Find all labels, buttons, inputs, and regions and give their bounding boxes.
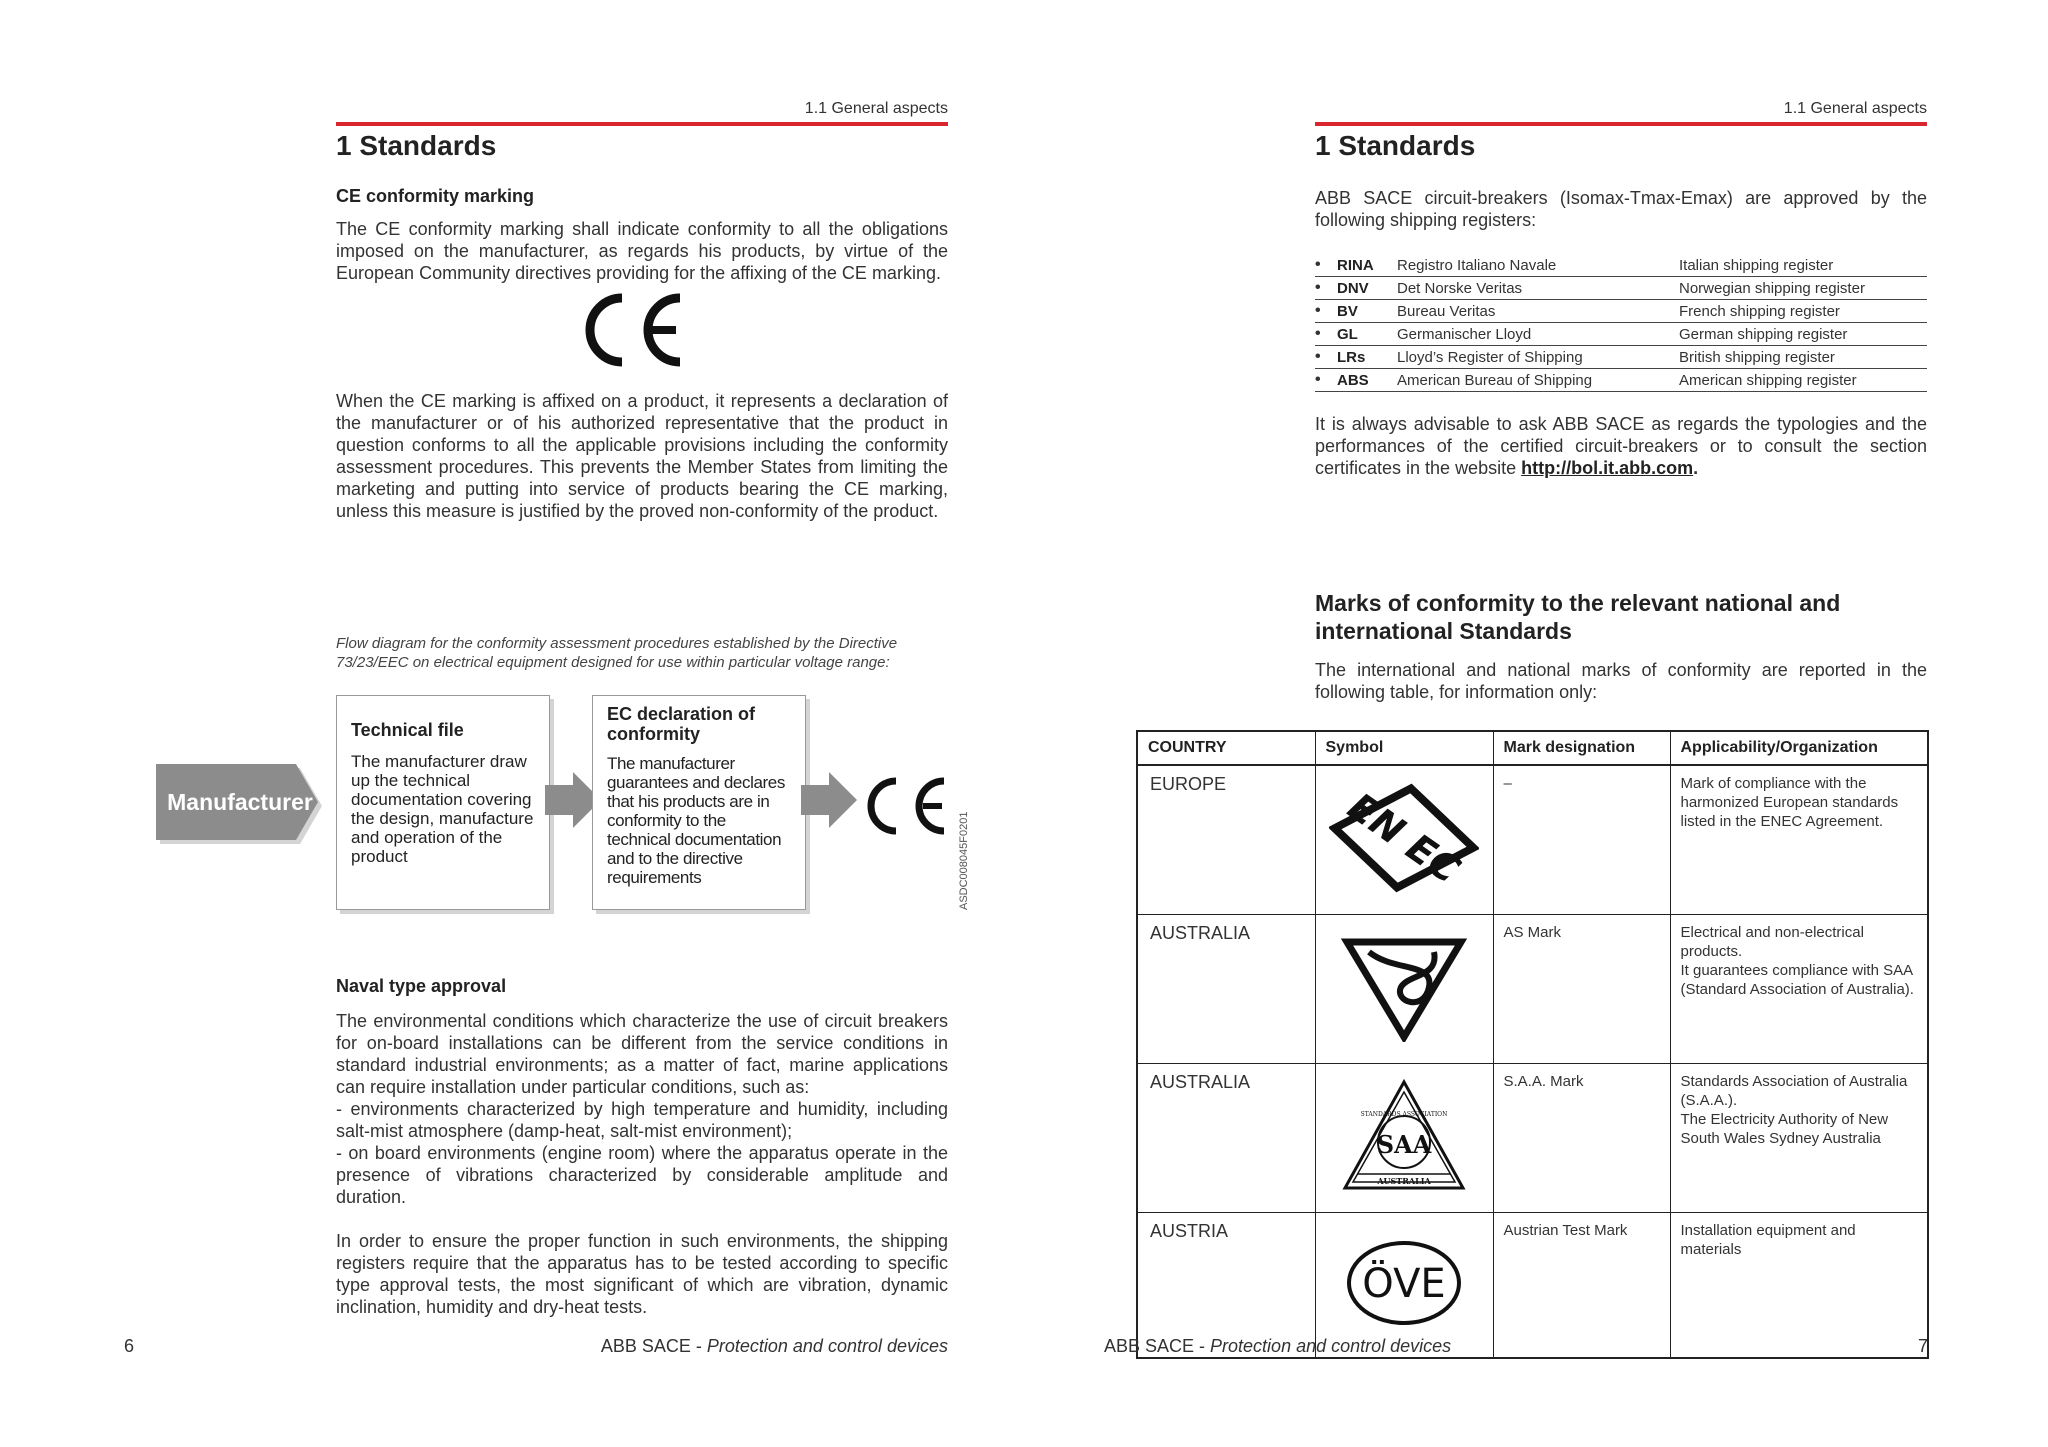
diagram-code: ASDC008045F0201 (958, 811, 970, 910)
technical-file-box (336, 695, 550, 910)
register-abbr: ABS (1337, 371, 1369, 389)
designation-cell: S.A.A. Mark (1493, 1064, 1670, 1213)
register-desc: Norwegian shipping register (1679, 279, 1865, 297)
column-header: Applicability/Organization (1670, 731, 1928, 765)
left-running-head: 1.1 General aspects (804, 100, 948, 117)
left-footer-brand: ABB SACE - (600, 1336, 707, 1356)
saa-mark-bottom-text: AUSTRALIA (1377, 1175, 1431, 1186)
ce-heading: CE conformity marking (336, 186, 535, 206)
list-item (1315, 369, 1927, 392)
list-item (1315, 323, 1927, 346)
technical-file-title: Technical file (351, 720, 464, 740)
ec-declaration-text: The manufacturer guarantees and declares that his products are in conformity to the technical documentation and to the directive requirements (607, 754, 785, 887)
column-header: Mark designation (1493, 731, 1670, 765)
table-row (1137, 765, 1928, 915)
left-footer-title: Protection and control devices (706, 1336, 948, 1356)
left-footer (500, 1336, 948, 1357)
column-header: Symbol (1315, 731, 1493, 765)
table-row (1137, 915, 1928, 1064)
country-cell: EUROPE (1137, 765, 1315, 915)
saa-mark-ring-text: STANDARDS ASSOCIATION (1360, 1110, 1448, 1118)
naval-paragraph-1: The environmental conditions which characterize the use of circuit breakers for on-board installations can be different from the service conditions in standard industrial environments; as a matter of fact, marine applications can require installation under particular conditions, such as: (336, 1011, 948, 1097)
applicability-cell: Standards Association of Australia (S.A.A.). The Electricity Authority of New South Wales Sydney Australia (1670, 1064, 1928, 1213)
right-page-title: 1 Standards (1315, 130, 1476, 161)
enec-mark-text: EN EC (1340, 783, 1468, 892)
bullet-icon: • (1315, 371, 1321, 388)
right-running-head: 1.1 General aspects (1783, 100, 1927, 117)
register-desc: American shipping register (1679, 371, 1857, 389)
ec-declaration-box (592, 695, 806, 910)
left-header-rule (336, 122, 948, 126)
country-cell: AUSTRALIA (1137, 915, 1315, 1064)
applicability-cell: Mark of compliance with the harmonized European standards listed in the ENEC Agreement. (1670, 765, 1928, 915)
register-desc: Italian shipping register (1679, 256, 1834, 274)
register-name: Registro Italiano Navale (1397, 256, 1557, 274)
ce-paragraph-1: The CE conformity marking shall indicate conformity to all the obligations imposed on the manufacturer, as regards his products, by virtue of the European Community directives providing for the affixing of the CE marking. (336, 219, 948, 283)
bullet-icon: • (1315, 256, 1321, 273)
flow-caption: Flow diagram for the conformity assessment procedures established by the Directive 73/23/EEC on electrical equipment designed for use within particular voltage range: (336, 635, 898, 671)
bullet-icon: • (1315, 348, 1321, 365)
ce-paragraph-2: When the CE marking is affixed on a product, it represents a declaration of the manufacturer or of his authorized representative that the product in question conforms to all the applicable provisions including the conformity assessment procedures. This prevents the Member States from limiting the marketing and putting into service of products bearing the CE marking, unless this measure is justified by the proved non-conformity of the product. (336, 391, 948, 521)
register-name: Lloyd’s Register of Shipping (1397, 348, 1583, 366)
list-item (1315, 346, 1927, 369)
symbol-cell (1315, 1064, 1493, 1213)
website-link[interactable]: http://bol.it.abb.com (1521, 458, 1694, 478)
column-header: COUNTRY (1137, 731, 1315, 765)
ec-declaration-title: EC declaration of conformity (607, 704, 756, 744)
list-item (1315, 254, 1927, 277)
naval-bullet-2: - on board environments (engine room) where the apparatus operate in the presence of vibrations characterized by considerable amplitude and duration. (336, 1143, 948, 1207)
registers-list (1315, 254, 1927, 392)
designation-cell: Austrian Test Mark (1493, 1213, 1670, 1359)
register-abbr: RINA (1337, 256, 1374, 274)
naval-bullet-1: - environments characterized by high temperature and humidity, including salt-mist atmosphere (damp-heat, salt-mist environment); (336, 1099, 948, 1141)
register-desc: British shipping register (1679, 348, 1835, 366)
advice-end: . (1693, 458, 1699, 478)
marks-intro: The international and national marks of conformity are reported in the following table, for information only: (1315, 660, 1927, 702)
designation-cell: AS Mark (1493, 915, 1670, 1064)
country-cell: AUSTRIA (1137, 1213, 1315, 1359)
technical-file-text: The manufacturer draw up the technical documentation covering the design, manufacture and operation of the product (351, 752, 534, 866)
manufacturer-label: Manufacturer (167, 788, 313, 815)
manufacturer-arrow (156, 762, 326, 851)
marks-table (1136, 730, 1929, 1359)
applicability-cell: Installation equipment and materials (1670, 1213, 1928, 1359)
list-item (1315, 277, 1927, 300)
left-page-title: 1 Standards (336, 130, 497, 161)
register-abbr: GL (1337, 325, 1358, 343)
saa-mark-letters: SAA (1376, 1129, 1432, 1159)
flow-arrow-icon-2 (799, 770, 859, 830)
register-desc: French shipping register (1679, 302, 1840, 320)
left-page-number: 6 (124, 1336, 135, 1356)
as-mark-icon (1339, 932, 1469, 1042)
right-footer-title: Protection and control devices (1210, 1336, 1452, 1356)
register-name: Germanischer Lloyd (1397, 325, 1532, 343)
register-name: American Bureau of Shipping (1397, 371, 1593, 389)
symbol-cell (1315, 765, 1493, 915)
saa-mark-icon (1339, 1076, 1469, 1196)
registers-intro: ABB SACE circuit-breakers (Isomax-Tmax-Emax) are approved by the following shipping registers: (1315, 188, 1927, 230)
naval-paragraph-2: In order to ensure the proper function in such environments, the shipping registers require that the apparatus has to be tested according to specific type approval tests, the most significant of which are vibration, dynamic inclination, humidity and dry-heat tests. (336, 1231, 948, 1317)
right-header-rule (1315, 122, 1927, 126)
advice-paragraph (1315, 413, 1927, 479)
right-page-number: 7 (1917, 1336, 1928, 1356)
ove-mark-text: ÖVE (1362, 1260, 1446, 1307)
bullet-icon: • (1315, 279, 1321, 296)
register-abbr: BV (1337, 302, 1358, 320)
ove-mark-icon (1339, 1233, 1469, 1333)
designation-cell: – (1493, 765, 1670, 915)
register-abbr: LRs (1337, 348, 1366, 366)
right-footer-brand: ABB SACE - (1104, 1336, 1211, 1356)
bullet-icon: • (1315, 302, 1321, 319)
advice-text: It is always advisable to ask ABB SACE as regards the typologies and the performances of the certified circuit-breakers or to consult the section certificates in the website (1315, 414, 1927, 478)
register-abbr: DNV (1337, 279, 1369, 297)
country-cell: AUSTRALIA (1137, 1064, 1315, 1213)
register-desc: German shipping register (1679, 325, 1848, 343)
table-header-row (1137, 731, 1928, 765)
right-footer (1104, 1336, 1451, 1357)
naval-heading: Naval type approval (336, 976, 507, 996)
register-name: Bureau Veritas (1397, 302, 1496, 320)
register-name: Det Norske Veritas (1397, 279, 1523, 297)
list-item (1315, 300, 1927, 323)
ce-mark-icon (578, 290, 688, 370)
enec-mark-icon (1329, 783, 1479, 893)
table-row (1137, 1064, 1928, 1213)
marks-heading: Marks of conformity to the relevant national and international Standards (1315, 590, 1841, 644)
applicability-cell: Electrical and non-electrical products. It guarantees compliance with SAA (Standard Association of Australia). (1670, 915, 1928, 1064)
ce-mark-small-icon (862, 775, 952, 837)
symbol-cell (1315, 915, 1493, 1064)
bullet-icon: • (1315, 325, 1321, 342)
naval-text-block (336, 1010, 948, 1318)
